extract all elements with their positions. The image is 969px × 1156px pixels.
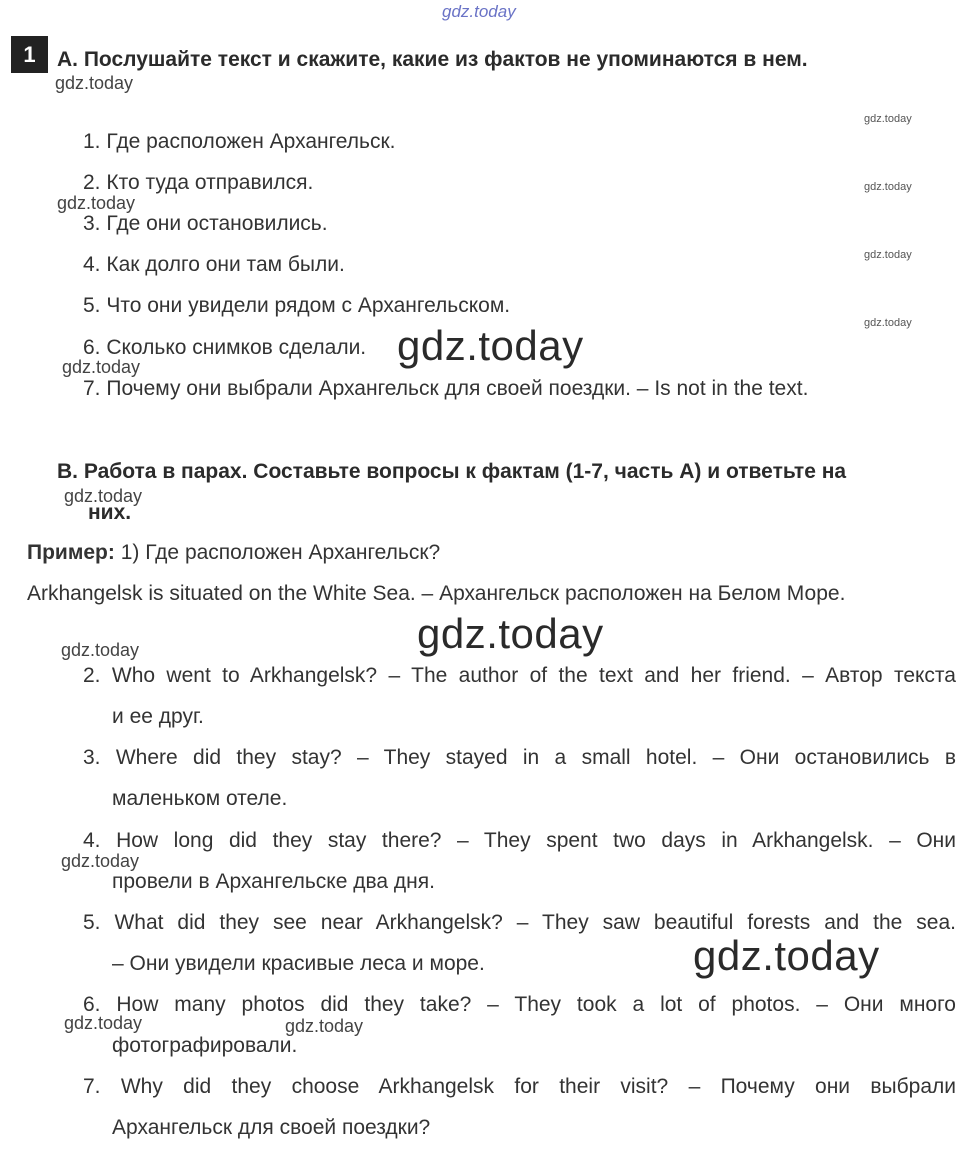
- watermark-text: gdz.today: [61, 851, 140, 871]
- answer-3-line1: 3. Where did they stay? – They stayed in a small hotel. – Они остановились в: [83, 746, 956, 769]
- answer-4-line1: 4. How long did they stay there? – They spent two days in Arkhangelsk. – Они: [83, 829, 956, 852]
- example-label: Пример:: [27, 541, 115, 564]
- part-a-item-5: 5. Что они увидели рядом с Архангельском.: [83, 294, 511, 317]
- part-a-item-3: 3. Где они остановились.: [83, 212, 328, 235]
- answer-5-line2: – Они увидели красивые леса и море.: [112, 952, 485, 975]
- watermark-text: gdz.today: [55, 73, 134, 93]
- watermark-large: gdz.today: [693, 932, 880, 979]
- example-answer: Arkhangelsk is situated on the White Sea. – Архангельск расположен на Белом Море.: [27, 582, 846, 605]
- answer-3-line2: маленьком отеле.: [112, 787, 288, 810]
- part-a-item-7: 7. Почему они выбрали Архангельск для своей поездки. – Is not in the text.: [83, 377, 809, 400]
- watermark-large: gdz.today: [417, 610, 604, 657]
- part-a-item-2: 2. Кто туда отправился.: [83, 171, 314, 194]
- watermark-small: gdz.today: [864, 249, 912, 261]
- answer-2-line1: 2. Who went to Arkhangelsk? – The author of the text and her friend. – Автор текста: [83, 664, 956, 687]
- answer-4-line2: провели в Архангельске два дня.: [112, 870, 435, 893]
- watermark-top: gdz.today: [442, 2, 516, 21]
- exercise-number-badge: 1: [11, 36, 48, 73]
- answer-5-line1: 5. What did they see near Arkhangelsk? – They saw beautiful forests and the sea.: [83, 911, 956, 934]
- answer-7-line2: Архангельск для своей поездки?: [112, 1116, 431, 1139]
- answer-7-line1: 7. Why did they choose Arkhangelsk for their visit? – Почему они выбрали: [83, 1075, 956, 1098]
- part-b-heading-line2: них.: [88, 501, 132, 524]
- watermark-text: gdz.today: [57, 193, 136, 213]
- part-a-item-4: 4. Как долго они там были.: [83, 253, 345, 276]
- part-a-heading: A. Послушайте текст и скажите, какие из фактов не упоминаются в нем.: [57, 48, 808, 71]
- watermark-small: gdz.today: [864, 317, 912, 329]
- watermark-small: gdz.today: [864, 113, 912, 125]
- watermark-text: gdz.today: [64, 1013, 143, 1033]
- part-b-heading-line1: B. Работа в парах. Составьте вопросы к фактам (1-7, часть А) и ответьте на: [57, 460, 847, 483]
- example-question: 1) Где расположен Архангельск?: [114, 541, 441, 564]
- part-a-item-6: 6. Сколько снимков сделали.: [83, 336, 367, 359]
- watermark-large: gdz.today: [397, 322, 584, 369]
- answer-6-line2: фотографировали.: [112, 1034, 298, 1057]
- watermark-text: gdz.today: [62, 357, 141, 377]
- watermark-text: gdz.today: [64, 486, 143, 506]
- example-line: [27, 541, 440, 565]
- watermark-text: gdz.today: [285, 1016, 364, 1036]
- watermark-small: gdz.today: [864, 181, 912, 193]
- watermark-text: gdz.today: [61, 640, 140, 660]
- answer-2-line2: и ее друг.: [112, 705, 204, 728]
- part-a-item-1: 1. Где расположен Архангельск.: [83, 130, 396, 153]
- answer-6-line1: 6. How many photos did they take? – They took a lot of photos. – Они много: [83, 993, 956, 1016]
